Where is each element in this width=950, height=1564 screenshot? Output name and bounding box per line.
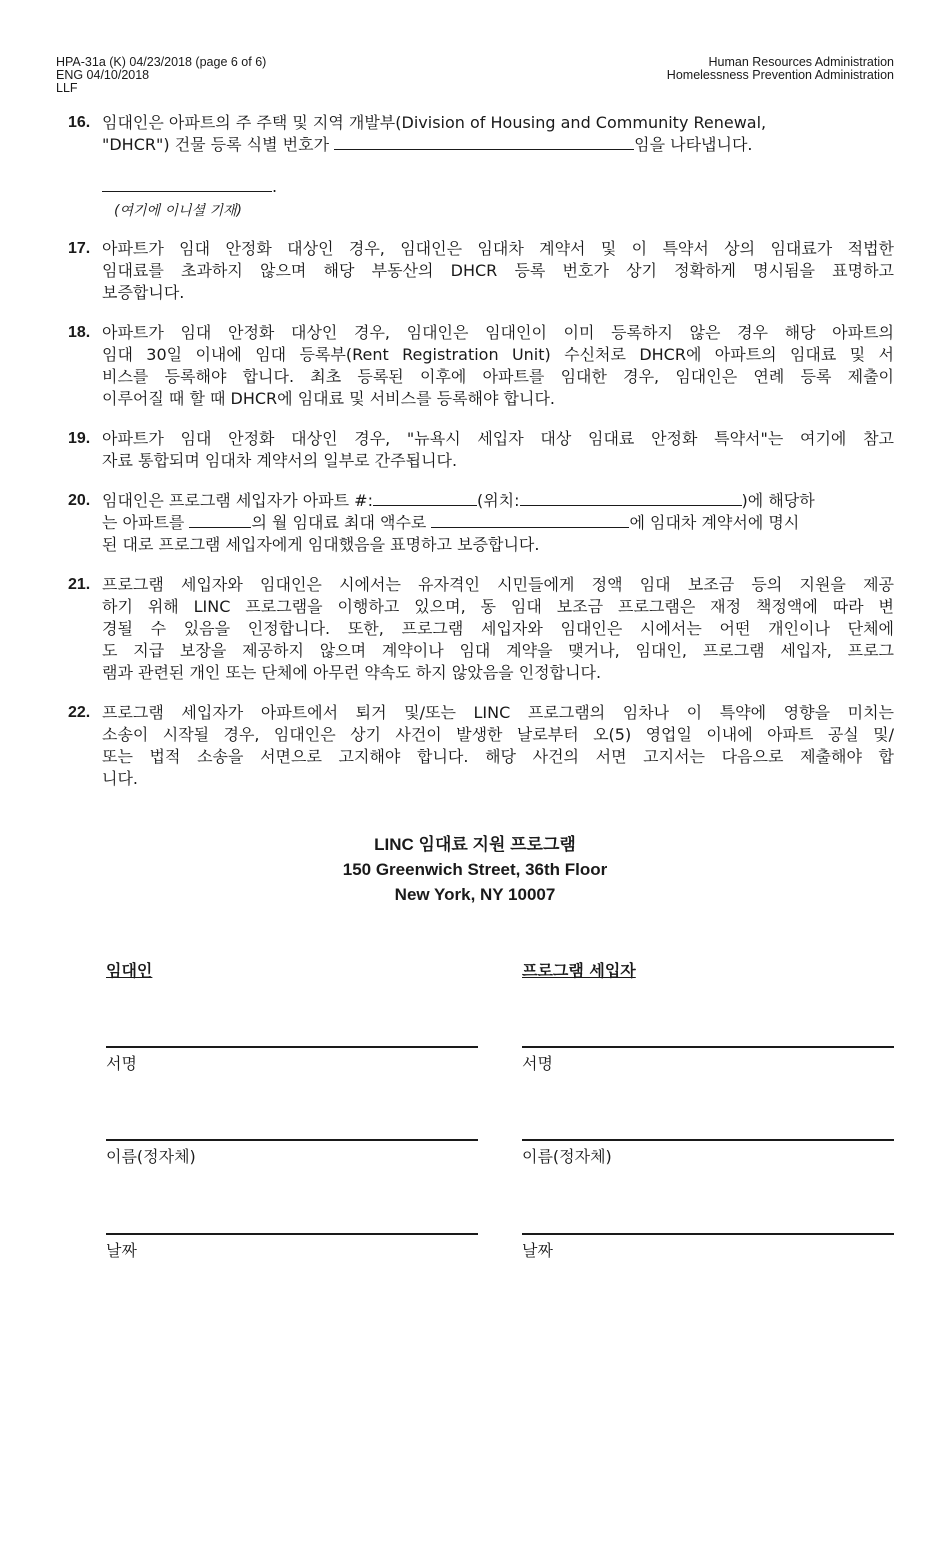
clause-18	[68, 322, 894, 410]
landlord-signature-label: 서명	[106, 1054, 137, 1073]
clause-text: (위치:	[476, 491, 520, 510]
apartment-location-field[interactable]	[520, 490, 742, 506]
clause-line: 비스를 등록해야 합니다. 최초 등록된 이후에 아파트를 임대한 경우, 임대인은 연례 등록 제출이	[102, 367, 894, 386]
landlord-date-line[interactable]	[106, 1233, 478, 1235]
clause-line: 소송이 시작될 경우, 임대인은 상기 사건이 발생한 날로부터 오(5) 영업일 이내에 아파트 공실 및/	[102, 725, 894, 744]
clause-22	[68, 702, 894, 790]
clause-20	[68, 490, 894, 556]
dhcr-registration-number-field[interactable]	[334, 134, 634, 150]
clause-text: 임을 나타냅니다.	[634, 135, 753, 154]
clause-line: 된 대로 프로그램 세입자에게 임대했음을 표명하고 보증합니다.	[102, 535, 540, 554]
clause-number: 22.	[68, 704, 91, 721]
clause-line: 아파트가 임대 안정화 대상인 경우, 임대인은 임대인이 이미 등록하지 않은 경우 해당 아파트의	[102, 323, 894, 342]
tenant-date-label: 날짜	[522, 1241, 553, 1260]
clause-line: 프로그램 세입자가 아파트에서 퇴거 및/또는 LINC 프로그램의 임차나 이 특약에 영향을 미치는	[102, 703, 894, 722]
clause-line: 아파트가 임대 안정화 대상인 경우, 임대인은 임대차 계약서 및 이 특약서 상의 임대료가 적법한	[102, 239, 894, 258]
tenant-name-line[interactable]	[522, 1139, 894, 1141]
clause-line	[102, 134, 894, 156]
clause-line: 보증합니다.	[102, 283, 185, 302]
tenant-signature-label: 서명	[522, 1054, 553, 1073]
clause-number: 20.	[68, 492, 91, 509]
clause-text: 는 아파트를	[102, 513, 190, 532]
landlord-name-line[interactable]	[106, 1139, 478, 1141]
clause-19	[68, 428, 894, 472]
clause-line: 프로그램 세입자와 임대인은 시에서는 유자격인 시민들에게 정액 임대 보조금 등의 지원을 제공	[102, 575, 894, 594]
clause-number: 16.	[68, 114, 91, 131]
tenant-signature-line[interactable]	[522, 1046, 894, 1048]
clause-line: 또는 법적 소송을 서면으로 고지해야 합니다. 해당 사건의 서면 고지서는 다음으로 제출해야 합	[102, 747, 894, 766]
clause-text: 임대인은 프로그램 세입자가 아파트 #:	[102, 491, 373, 510]
form-suffix: LLF	[56, 81, 78, 95]
initials-field-row	[102, 176, 277, 196]
clause-number: 19.	[68, 430, 91, 447]
landlord-date-label: 날짜	[106, 1241, 137, 1260]
agency-name: Human Resources Administration	[708, 55, 894, 69]
department-name: Homelessness Prevention Administration	[666, 68, 894, 82]
landlord-signature-line[interactable]	[106, 1046, 478, 1048]
clause-line: 이루어질 때 할 때 DHCR에 임대료 및 서비스를 등록해야 합니다.	[102, 389, 555, 408]
initials-caption: (여기에 이니셜 기재)	[114, 203, 243, 219]
clause-line: 임대 30일 이내에 임대 등록부(Rent Registration Unit) 수신처로 DHCR에 아파트의 임대료 및 서	[102, 345, 894, 364]
clause-line	[102, 512, 894, 534]
clause-line	[102, 490, 894, 512]
clause-line: 임대인은 아파트의 주 주택 및 지역 개발부(Division of Housing and Community Renewal,	[102, 113, 767, 132]
lease-term-field[interactable]	[189, 512, 251, 528]
program-name: LINC 임대료 지원 프로그램	[374, 835, 576, 854]
clause-text: 의 월 임대료 최대 액수로	[251, 513, 432, 532]
clause-line: 임대료를 초과하지 않으며 해당 부동산의 DHCR 등록 번호가 상기 정확하게 명시됨을 표명하고	[102, 261, 894, 280]
form-header-left	[56, 56, 266, 95]
eng-date: ENG 04/10/2018	[56, 68, 150, 82]
clause-17	[68, 238, 894, 304]
apartment-number-field[interactable]	[373, 490, 477, 506]
clause-line: 자료 통합되며 임대차 계약서의 일부로 간주됩니다.	[102, 451, 458, 470]
tenant-heading: 프로그램 세입자	[522, 961, 636, 980]
tenant-name-label: 이름(정자체)	[522, 1147, 612, 1166]
clause-text: "DHCR") 건물 등록 식별 번호가	[102, 135, 335, 154]
address-street: 150 Greenwich Street, 36th Floor	[342, 860, 608, 879]
clause-text: 에 임대차 계약서에 명시	[629, 513, 800, 532]
clause-number: 17.	[68, 240, 91, 257]
clause-line: 도 지급 보장을 제공하지 않으며 계약이나 임대 계약을 맺거나, 임대인, 프로그램 세입자, 프로그	[102, 641, 894, 660]
clause-number: 21.	[68, 576, 91, 593]
clause-21	[68, 574, 894, 684]
clause-text: )에 해당하	[741, 491, 815, 510]
clause-line: 하기 위해 LINC 프로그램을 이행하고 있으며, 동 임대 보조금 프로그램은 재정 책정액에 따라 변	[102, 597, 894, 616]
clause-line: 램과 관련된 개인 또는 단체에 아무런 약속도 하지 않았음을 인정합니다.	[102, 663, 602, 682]
initials-field[interactable]	[102, 176, 272, 192]
clause-number: 18.	[68, 324, 91, 341]
form-code: HPA-31a (K) 04/23/2018 (page 6 of 6)	[56, 55, 267, 69]
form-header-right	[667, 56, 894, 82]
clause-line: 경될 수 있음을 인정합니다. 또한, 프로그램 세입자와 임대인은 시에서는 어떤 개인이나 단체에	[102, 619, 894, 638]
clause-16	[68, 112, 894, 156]
monthly-rent-field[interactable]	[431, 512, 629, 528]
clause-line: 아파트가 임대 안정화 대상인 경우, "뉴욕시 세입자 대상 임대료 안정화 특약서"는 여기에 참고	[102, 429, 894, 448]
address-city: New York, NY 10007	[394, 885, 556, 904]
tenant-date-line[interactable]	[522, 1233, 894, 1235]
landlord-heading: 임대인	[106, 961, 153, 980]
clause-line: 니다.	[102, 769, 138, 788]
initials-period: .	[272, 177, 278, 196]
landlord-name-label: 이름(정자체)	[106, 1147, 196, 1166]
